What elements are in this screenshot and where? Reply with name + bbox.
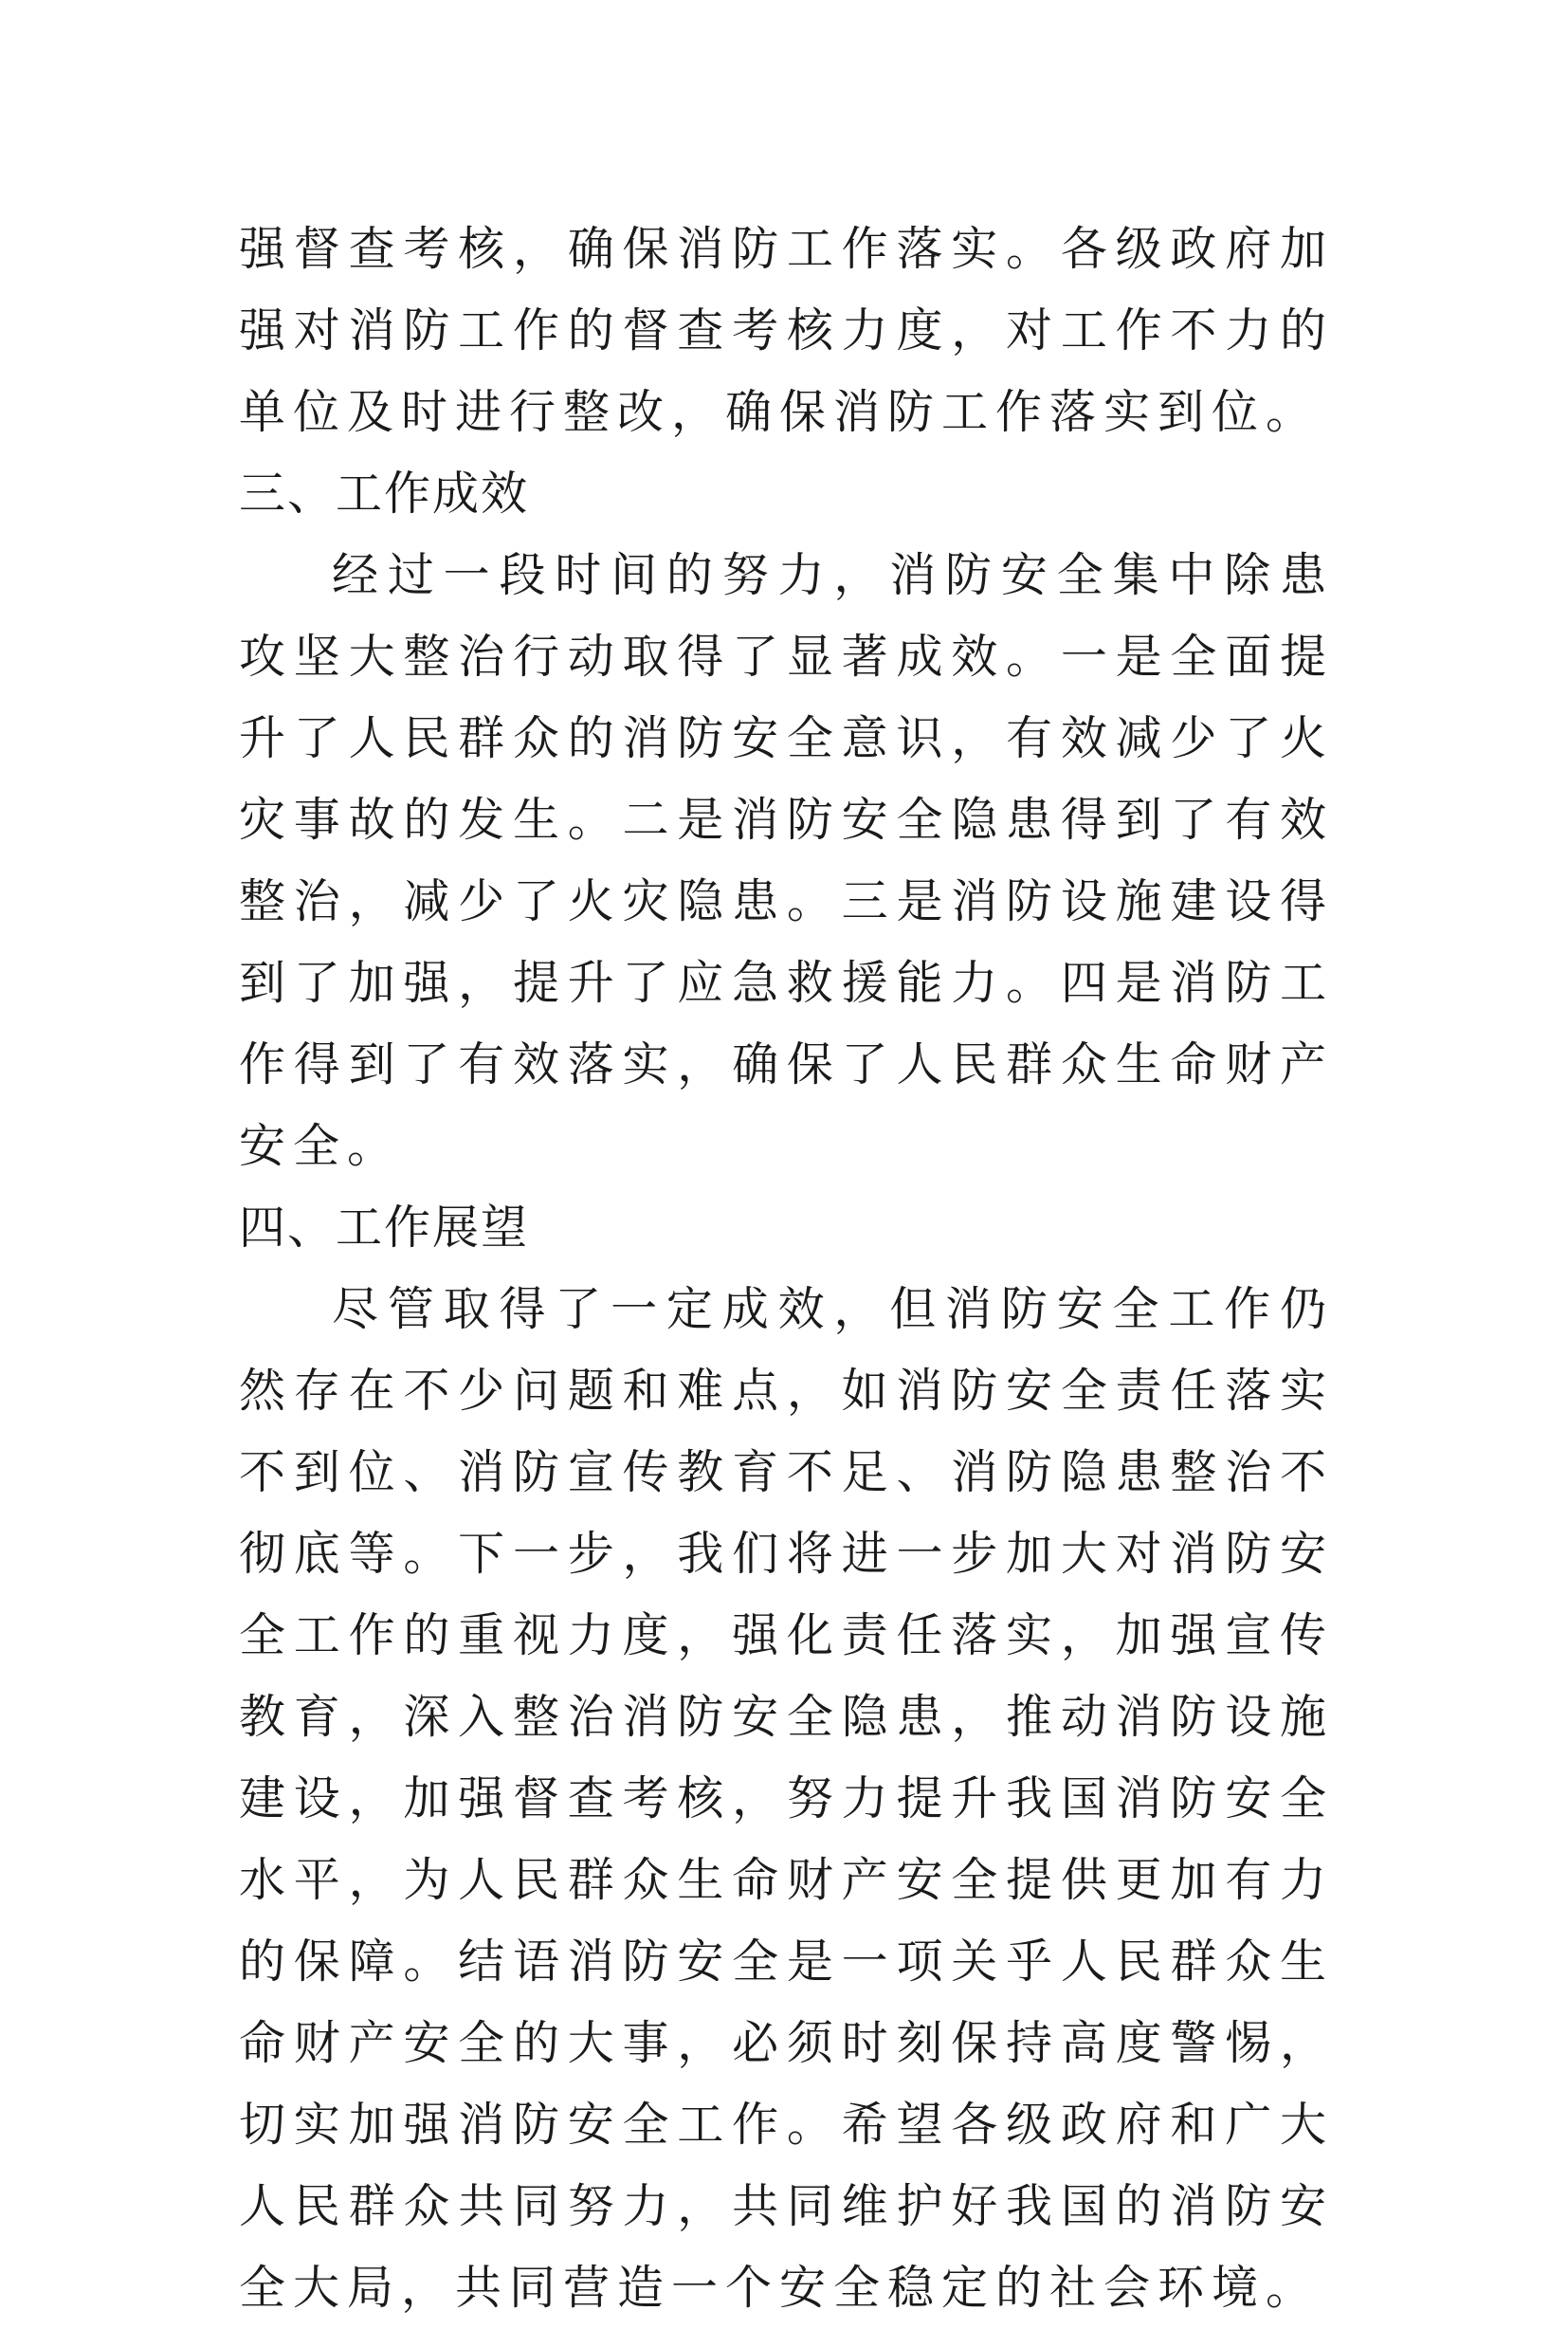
section-body-results: 经过一段时间的努力，消防安全集中除患攻坚大整治行动取得了显著成效。一是全面提升了人民群众的消防安全意识，有效减少了火灾事故的发生。二是消防安全隐患得到了有效整治，减少了火灾隐患。三是消防设施建设得到了加强，提升了应急救援能力。四是消防工作得到了有效落实，确保了人民群众生命财产安全。 — [239, 548, 1334, 1173]
section-body-outlook: 尽管取得了一定成效，但消防安全工作仍然存在不少问题和难点，如消防安全责任落实不到位、消防宣传教育不足、消防隐患整治不彻底等。下一步，我们将进一步加大对消防安全工作的重视力度，强化责任落实，加强宣传教育，深入整治消防安全隐患，推动消防设施建设，加强督查考核，努力提升我国消防安全水平，为人民群众生命财产安全提供更加有力的保障。结语消防安全是一项关乎人民群众生命财产安全的大事，必须时刻保持高度警惕，切实加强消防安全工作。希望各级政府和广大人民群众共同努力，共同维护好我国的消防安全大局，共同营造一个安全稳定的社会环境。 — [239, 1282, 1334, 2315]
paragraph-continued: 强督查考核，确保消防工作落实。各级政府加强对消防工作的督查考核力度，对工作不力的单位及时进行整改，确保消防工作落实到位。 — [239, 222, 1334, 439]
document-body — [239, 209, 1334, 2329]
section-heading-results: 三、工作成效 — [239, 467, 530, 521]
section-heading-outlook: 四、工作展望 — [239, 1201, 530, 1255]
